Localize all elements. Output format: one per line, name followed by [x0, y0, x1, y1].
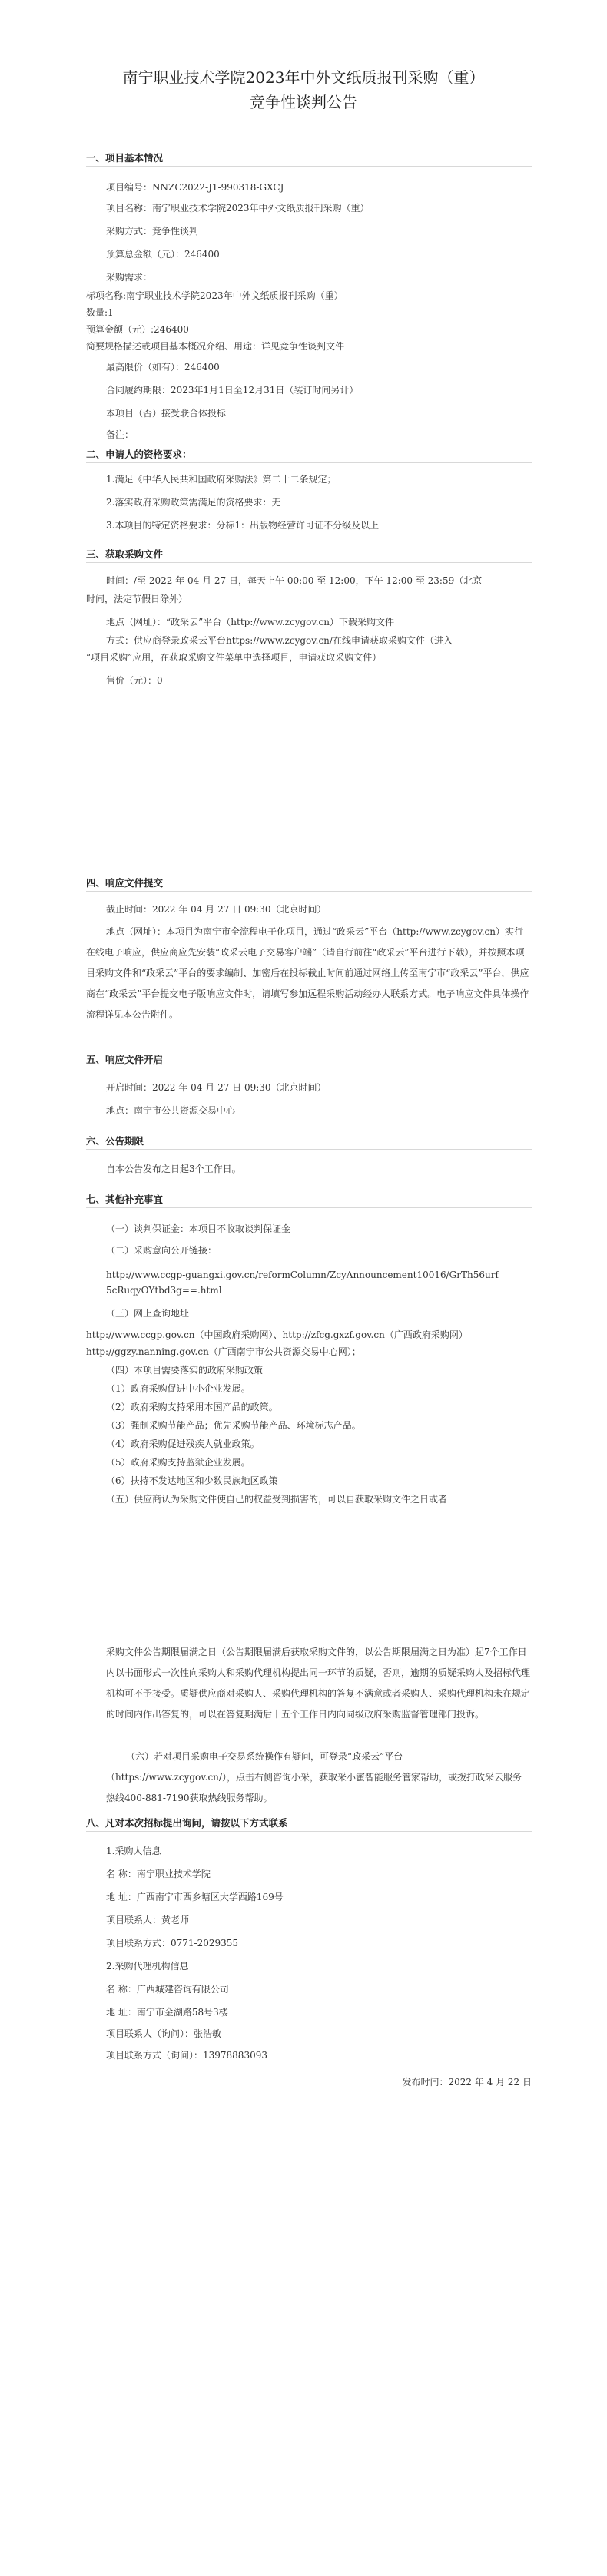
agency-name: 名 称：广西城建咨询有限公司 [106, 1984, 229, 1995]
page-title: 南宁职业技术学院2023年中外文纸质报刊采购（重） [122, 68, 485, 87]
agency-phone: 项目联系方式（询问）：13978883093 [106, 2050, 267, 2061]
document-price: 售价（元）：0 [106, 675, 163, 686]
policy-item-5: （5）政府采购支持监狱企业发展。 [106, 1457, 250, 1468]
query-address-link-nanning[interactable]: http://ggzy.nanning.gov.cn（广西南宁市公共资源交易中心网）； [86, 1346, 361, 1357]
opening-place: 地点：南宁市公共资源交易中心 [106, 1105, 236, 1116]
qualification-2: 2.落实政府采购政策需满足的资格要求：无 [106, 497, 281, 508]
policy-heading: （四）本项目需要落实的政府采购政策 [106, 1365, 264, 1376]
obtain-address: 地点（网址）：“政采云”平台（http://www.zcygov.cn）下载采购文件 [106, 617, 395, 627]
query-address-label: （三）网上查询地址 [106, 1308, 190, 1319]
budget-total: 预算总金额（元）：246400 [106, 249, 220, 260]
quantity: 数量:1 [86, 307, 114, 318]
lot-name: 标项名称:南宁职业技术学院2023年中外文纸质报刊采购（重） [86, 290, 343, 301]
divider [86, 891, 532, 892]
policy-item-4: （4）政府采购促进残疾人就业政策。 [106, 1439, 260, 1449]
divider [86, 166, 532, 167]
complaint-paragraph: 采购文件公告期限届满之日（公告期限届满后获取采购文件的，以公告期限届满之日为准）起7个工作日内以书面形式一次性向采购人和采购代理机构提出同一环节的质疑，否则，逾期的质疑采购人及招标代理机构可不予接受。质疑供应商对采购人、采购代理机构的答复不满意或者采购人、采购代理机构未在规定的时间内作出答复的，可以在答复期满后十五个工作日内向同级政府采购监督管理部门投诉。 [106, 1647, 531, 1720]
purchaser-phone: 项目联系方式：0771-2029355 [106, 1938, 239, 1949]
system-help-paragraph: （六）若对项目采购电子交易系统操作有疑问，可登录“政采云”平台（https://www.zcygov.cn/），点击右侧咨询小采，获取采小蜜智能服务管家帮助，或拨打政采云服务热线400-881-7190获取热线服务帮助。 [106, 1751, 522, 1803]
section-1-heading: 一、项目基本情况 [86, 152, 164, 164]
divider [86, 562, 532, 563]
section-2-heading: 二、申请人的资格要求： [86, 449, 192, 460]
intention-link[interactable]: http://www.ccgp-guangxi.gov.cn/reformColumn/ZcyAnnouncement10016/GrTh56urf [106, 1270, 499, 1280]
agency-info-title: 2.采购代理机构信息 [106, 1961, 189, 1972]
procurement-needs-label: 采购需求： [106, 272, 153, 283]
intention-link-label: （二）采购意向公开链接： [106, 1245, 217, 1256]
procurement-method: 采购方式：竞争性谈判 [106, 226, 199, 237]
page-subtitle: 竞争性谈判公告 [250, 93, 357, 111]
complaint-start: （五）供应商认为采购文件使自己的权益受到损害的，可以自获取采购文件之日或者 [106, 1494, 448, 1505]
intention-link-cont[interactable]: 5cRuqyOYtbd3g==.html [106, 1285, 222, 1296]
contract-period: 合同履约期限：2023年1月1日至12月31日（装订时间另计） [106, 385, 359, 396]
policy-item-1: （1）政府采购促进中小企业发展。 [106, 1383, 250, 1394]
query-address-links[interactable]: http://www.ccgp.gov.cn（中国政府采购网）、http://zfcg.gxzf.gov.cn（广西政府采购网） [86, 1329, 468, 1340]
obtain-time: 时间：/至 2022 年 04 月 27 日，每天上午 00:00 至 12:00，下午 12:00 至 23:59（北京 [106, 575, 483, 586]
submission-deadline: 截止时间：2022 年 04 月 27 日 09:30（北京时间） [106, 904, 327, 915]
obtain-time-cont: 时间，法定节假日除外） [86, 594, 188, 604]
publish-date: 发布时间：2022 年 4 月 22 日 [402, 2077, 532, 2088]
section-4-heading: 四、响应文件提交 [86, 877, 164, 889]
policy-item-3: （3）强制采购节能产品；优先采购节能产品、环境标志产品。 [106, 1420, 361, 1431]
section-5-heading: 五、响应文件开启 [86, 1054, 164, 1065]
section-8-heading: 八、凡对本次招标提出询问，请按以下方式联系 [86, 1817, 288, 1829]
max-price: 最高限价（如有）：246400 [106, 362, 220, 372]
notice-period: 自本公告发布之日起3个工作日。 [106, 1164, 241, 1174]
qualification-3: 3.本项目的特定资格要求：分标1：出版物经营许可证不分级及以上 [106, 520, 380, 531]
purchaser-info-title: 1.采购人信息 [106, 1846, 161, 1856]
policy-item-6: （6）扶持不发达地区和少数民族地区政策 [106, 1475, 278, 1486]
purchaser-name: 名 称：南宁职业技术学院 [106, 1869, 211, 1879]
purchaser-address: 地 址：广西南宁市西乡塘区大学西路169号 [106, 1892, 284, 1902]
policy-item-2: （2）政府采购支持采用本国产品的政策。 [106, 1402, 278, 1412]
project-number: 项目编号：NNZC2022-J1-990318-GXCJ [106, 182, 284, 193]
divider [86, 1831, 532, 1832]
section-3-heading: 三、获取采购文件 [86, 548, 164, 560]
project-name: 项目名称：南宁职业技术学院2023年中外文纸质报刊采购（重） [106, 203, 370, 214]
agency-contact: 项目联系人（询问）：张浩敏 [106, 2028, 222, 2039]
purchaser-contact: 项目联系人：黄老师 [106, 1915, 190, 1925]
divider [86, 1149, 532, 1150]
section-6-heading: 六、公告期限 [86, 1135, 144, 1147]
remarks: 备注： [106, 429, 134, 440]
divider [86, 1207, 532, 1208]
submission-place-paragraph: 地点（网址）：本项目为南宁市全流程电子化项目，通过“政采云”平台（http://www.zcygov.cn）实行在线电子响应，供应商应先安装“政采云电子交易客户端”（请自行前往“政采云”平台进行下载），并按照本项目采购文件和“政采云”平台的要求编制、加密后在投标截止时间前通过网络上传至南宁市“政采云”平台，供应商在“政采云”平台提交电子版响应文件时，请填写参加远程采购活动经办人联系方式。电子响应文件具体操作流程详见本公告附件。 [86, 926, 529, 1020]
spec-description: 简要规格描述或项目基本概况介绍、用途：详见竞争性谈判文件 [86, 341, 345, 352]
deposit-note: （一）谈判保证金：本项目不收取谈判保证金 [106, 1223, 291, 1234]
divider [86, 462, 532, 463]
qualification-1: 1.满足《中华人民共和国政府采购法》第二十二条规定； [106, 474, 337, 485]
lot-budget: 预算金额（元）:246400 [86, 324, 189, 335]
consortium-note: 本项目（否）接受联合体投标 [106, 408, 227, 419]
section-7-heading: 七、其他补充事宜 [86, 1194, 164, 1205]
obtain-method-cont: “项目采购”应用，在获取采购文件菜单中选择项目，申请获取采购文件） [86, 652, 382, 663]
agency-address: 地 址：南宁市金湖路58号3楼 [106, 2007, 228, 2018]
obtain-method: 方式：供应商登录政采云平台https://www.zcygov.cn/在线申请获取采购文件（进入 [106, 635, 453, 646]
opening-time: 开启时间：2022 年 04 月 27 日 09:30（北京时间） [106, 1082, 327, 1093]
